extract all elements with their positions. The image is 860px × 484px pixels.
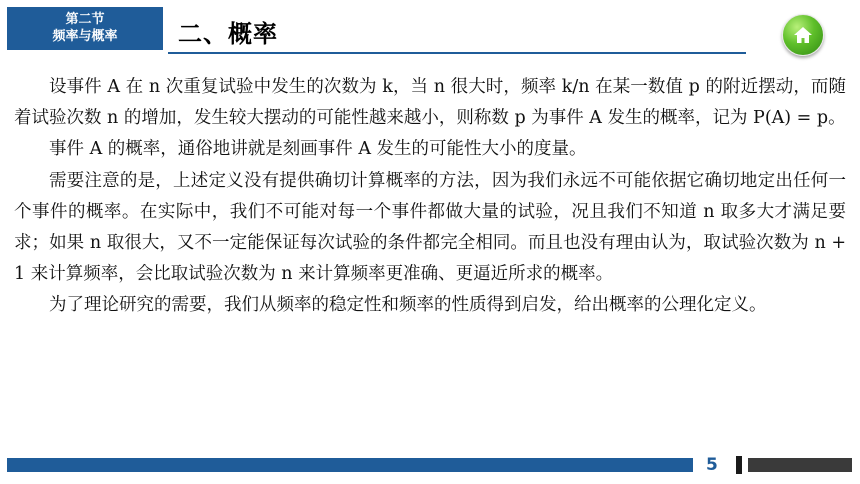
footer-bar <box>7 458 693 472</box>
paragraph-definition: 设事件 A 在 n 次重复试验中发生的次数为 k，当 n 很大时，频率 k/n 在某一数值 p 的附近摆动，而随着试验次数 n 的增加，发生较大摆动的可能性越来越小，则称数 p 为事件 A 发生的概率，记为 P(A) = p。 <box>14 77 846 129</box>
home-icon <box>793 25 813 45</box>
home-button[interactable] <box>782 14 824 56</box>
page-title: 二、概率 <box>178 20 278 48</box>
paragraph-note: 需要注意的是，上述定义没有提供确切计算概率的方法，因为我们永远不可能依据它确切地定出任何一个事件的概率。在实际中，我们不可能对每一个事件都做大量的试验，况且我们不知道 n 取多大才满足要求；如果 n 取很大，又不一定能保证每次试验的条件都完全相同。而且也没有理由认为，取试验次数为 n + 1 来计算频率，会比取试验次数为 n 来计算频率更准确、更逼近所求的概率。 <box>14 170 846 285</box>
footer-marker <box>736 456 742 474</box>
paragraph-meaning: 事件 A 的概率，通俗地讲就是刻画事件 A 发生的可能性大小的度量。 <box>49 139 587 160</box>
body-text <box>14 72 846 322</box>
footer-dark-bar <box>748 458 852 472</box>
section-name: 频率与概率 <box>52 29 118 44</box>
section-badge <box>7 7 163 50</box>
header-divider <box>168 52 746 54</box>
paragraph-axiomatic: 为了理论研究的需要，我们从频率的稳定性和频率的性质得到启发，给出概率的公理化定义。 <box>49 295 767 316</box>
page-number: 5 <box>706 455 718 475</box>
section-number: 第二节 <box>65 12 105 27</box>
